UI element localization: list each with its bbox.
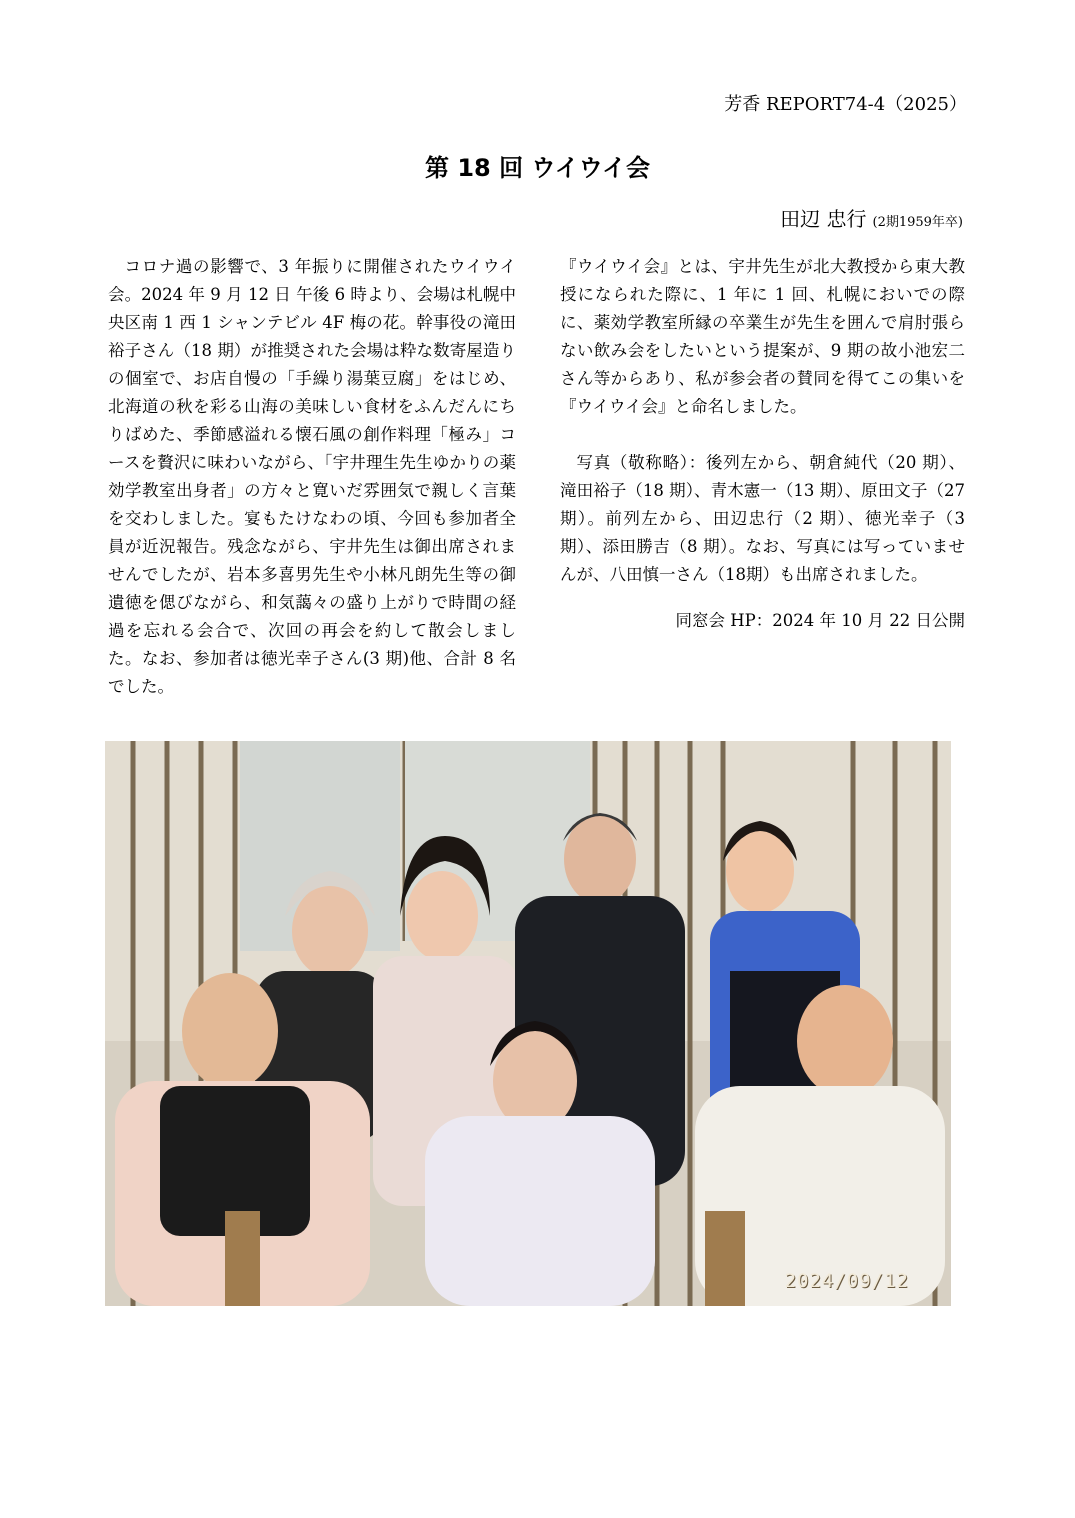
article-title: 第 18 回 ウイウイ会 <box>424 154 651 182</box>
group-photo <box>105 741 951 1306</box>
group-photo-illustration <box>105 741 951 1306</box>
author-name: 田辺 忠行 <box>780 207 867 231</box>
right-column <box>560 253 965 635</box>
report-reference: 芳香 REPORT74-4（2025） <box>724 94 967 115</box>
left-column <box>108 253 516 701</box>
source-note: 同窓会 HP：2024 年 10 月 22 日公開 <box>675 611 965 630</box>
photo-caption: 写真（敬称略）：後列左から、朝倉純代（20 期）、滝田裕子（18 期）、青木憲一（13 期）、原田文子（27 期）。前列左から、田辺忠行（2 期）、徳光幸子（3 期）、添田勝吉（8 期）。なお、写真には写っていませんが、八田慎一さん（18期）も出席されました。 <box>560 453 965 584</box>
left-paragraph: コロナ過の影響で、3 年振りに開催されたウイウイ会。2024 年 9 月 12 日 午後 6 時より、会場は札幌中央区南 1 西 1 シャンテビル 4F 梅の花。幹事役の滝田裕子さん（18 期）が推奨された会場は粋な数寄屋造りの個室で、お店自慢の「手繰り湯葉豆腐」をはじめ、北海道の秋を彩る山海の美味しい食材をふんだんにちりばめた、季節感溢れる懐石風の創作料理「極み」コースを贅沢に味わいながら、「宇井理生先生ゆかりの薬効学教室出身者」の方々と寛いだ雰囲気で親しく言葉を交わしました。宴もたけなわの頃、今回も参加者全員が近況報告。残念ながら、宇井先生は御出席されませんでしたが、岩本多喜男先生や小林凡朗先生等の御遺徳を偲びながら、和気藹々の盛り上がりで時間の経過を忘れる会合で、次回の再会を約して散会しました。なお、参加者は徳光幸子さん(3 期)他、合計 8 名でした。 <box>108 257 516 696</box>
author-line <box>780 203 963 232</box>
right-paragraph-1: 『ウイウイ会』とは、宇井先生が北大教授から東大教授になられた際に、1 年に 1 回、札幌においでの際に、薬効学教室所縁の卒業生が先生を囲んで肩肘張らない飲み会をしたいという提案が、9 期の故小池宏二さん等からあり、私が参会者の賛同を得てこの集いを『ウイウイ会』と命名しました。 <box>560 257 965 416</box>
photo-date-stamp: 2024/09/12 <box>784 1270 909 1292</box>
author-note: (2期1959年卒) <box>872 215 963 230</box>
